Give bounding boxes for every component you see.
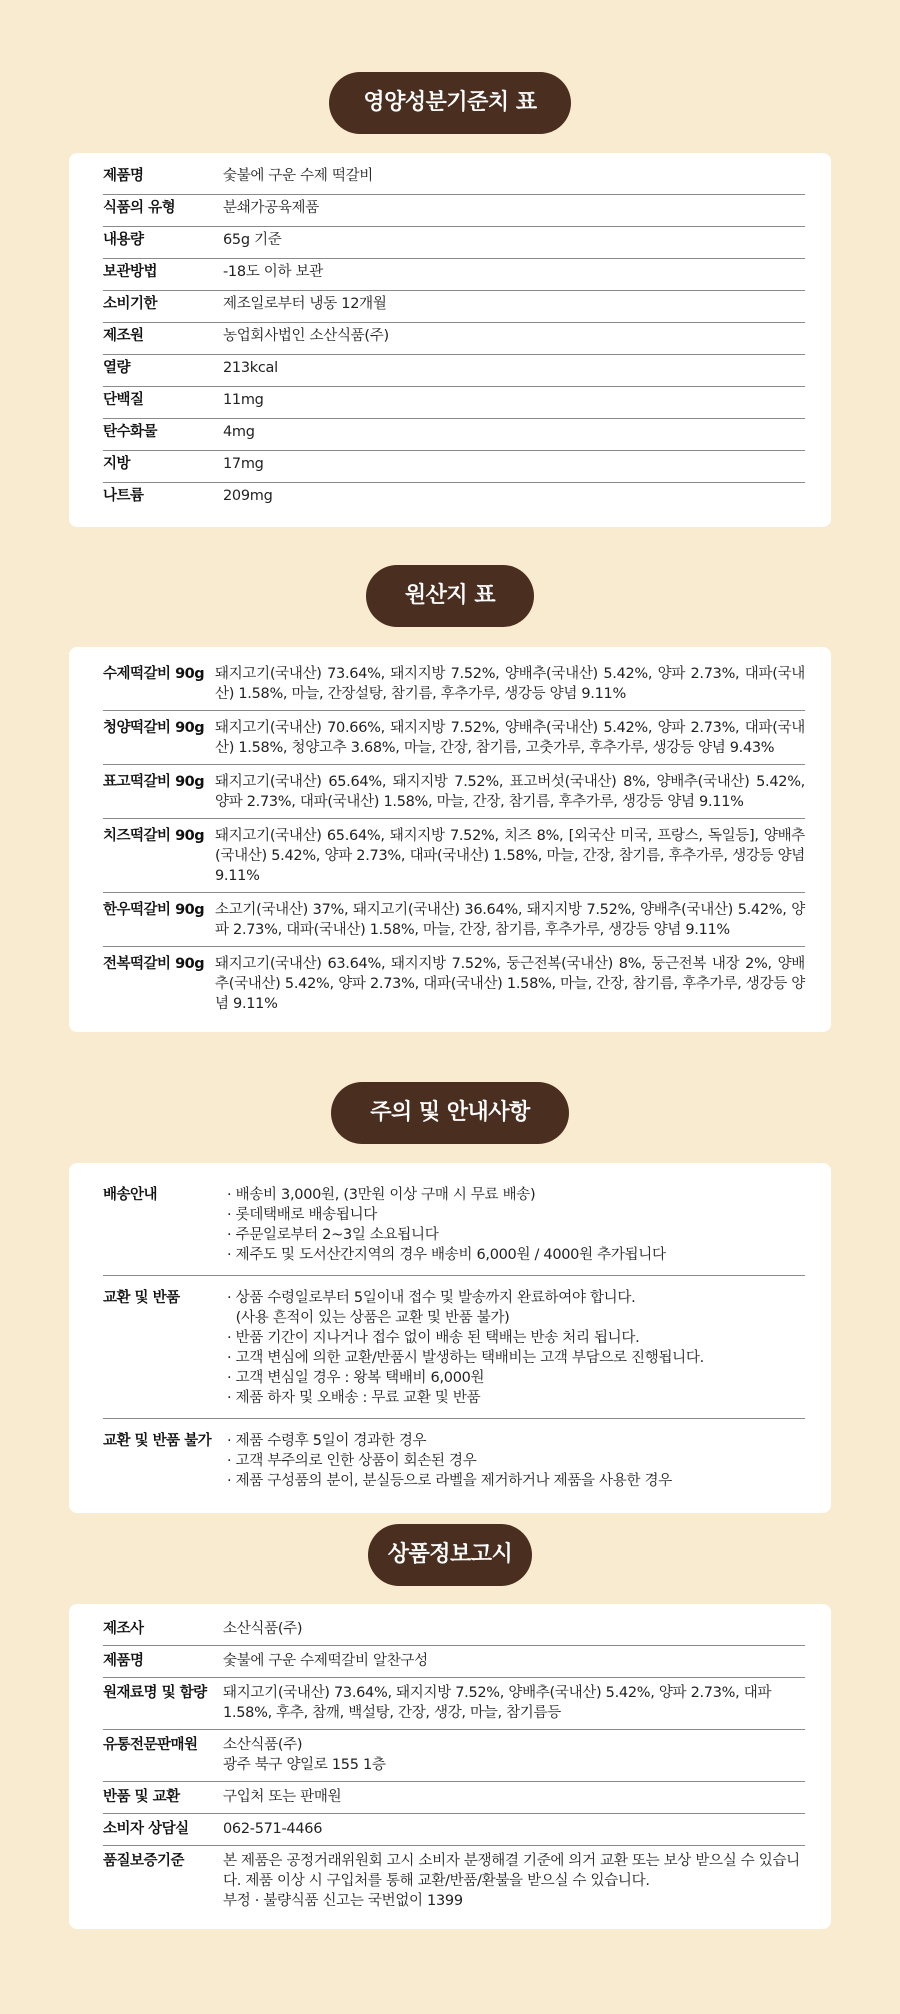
info-row-line: 구입처 또는 판매원 <box>223 1789 342 1805</box>
info-row-line: 소산식품(주) <box>223 1621 303 1637</box>
info-row-line: 부정 · 불량식품 신고는 국번없이 1399 <box>223 1893 463 1909</box>
nutrition-row-label: 보관방법 <box>103 264 158 280</box>
notice-row-line: · 반품 기간이 지나거나 접수 없이 배송 된 택배는 반송 처리 됩니다. <box>227 1330 640 1346</box>
origin-row-value: 돼지고기(국내산) 65.64%, 돼지지방 7.52%, 표고버섯(국내산) 8%, 양배추(국내산) 5.42%, 양파 2.73%, 대파(국내산) 1.58%, 마늘, 간장, 참기름, 후추가루, 생강등 양념 9.11% <box>215 774 805 810</box>
nutrition-row-label: 단백질 <box>103 392 144 408</box>
notice-row <box>103 1419 805 1501</box>
info-row <box>103 1678 805 1730</box>
notice-row-value <box>227 1288 805 1408</box>
nutrition-row-value: 제조일로부터 냉동 12개월 <box>223 296 387 312</box>
info-row-line: 돼지고기(국내산) 73.64%, 돼지지방 7.52%, 양배추(국내산) 5.42%, 양파 2.73%, 대파 1.58%, 후추, 참깨, 백설탕, 간장, 생강, 마늘, 참기름등 <box>223 1685 776 1721</box>
nutrition-row-value: -18도 이하 보관 <box>223 264 323 280</box>
nutrition-row-label: 열량 <box>103 360 131 376</box>
info-row-value <box>223 1851 805 1911</box>
nutrition-row-value: 209mg <box>223 488 273 504</box>
origin-section <box>0 565 900 627</box>
info-row-label: 제조사 <box>103 1621 144 1637</box>
origin-row-value: 돼지고기(국내산) 65.64%, 돼지지방 7.52%, 치즈 8%, [외국산 미국, 프랑스, 독일등], 양배추(국내산) 5.42%, 양파 2.73%, 대파(국내산) 1.58%, 마늘, 간장, 참기름, 후추가루, 생강등 양념 9.11% <box>215 828 805 884</box>
nutrition-table <box>69 153 831 527</box>
origin-row <box>103 893 805 947</box>
origin-title: 원산지 표 <box>366 565 534 627</box>
info-table <box>69 1604 831 1929</box>
nutrition-row-label: 제조원 <box>103 328 144 344</box>
nutrition-row-label: 나트륨 <box>103 488 144 504</box>
nutrition-row-value: 농업회사법인 소산식품(주) <box>223 328 389 344</box>
nutrition-row-label: 지방 <box>103 456 131 472</box>
info-row-label: 유통전문판매원 <box>103 1737 198 1753</box>
origin-row-value: 돼지고기(국내산) 73.64%, 돼지지방 7.52%, 양배추(국내산) 5.42%, 양파 2.73%, 대파(국내산) 1.58%, 마늘, 간장설탕, 참기름, 후추가루, 생강등 양념 9.11% <box>215 666 805 702</box>
nutrition-row <box>103 483 805 515</box>
origin-row-label: 한우떡갈비 90g <box>103 902 205 918</box>
info-row-label: 반품 및 교환 <box>103 1789 180 1805</box>
nutrition-row-label: 식품의 유형 <box>103 200 176 216</box>
nutrition-row <box>103 355 805 387</box>
info-row <box>103 1730 805 1782</box>
info-section <box>0 1524 900 1586</box>
info-row-value <box>223 1651 805 1671</box>
info-row <box>103 1614 805 1646</box>
nutrition-row <box>103 291 805 323</box>
info-row-label: 원재료명 및 함량 <box>103 1685 207 1701</box>
info-title: 상품정보고시 <box>368 1524 532 1586</box>
info-row-line: 광주 북구 양일로 155 1층 <box>223 1757 386 1773</box>
origin-row-label: 전복떡갈비 90g <box>103 956 205 972</box>
nutrition-row-label: 내용량 <box>103 232 144 248</box>
notice-row-label: 교환 및 반품 <box>103 1290 180 1306</box>
nutrition-row-label: 소비기한 <box>103 296 158 312</box>
nutrition-row <box>103 419 805 451</box>
nutrition-title: 영양성분기준치 표 <box>329 72 571 134</box>
nutrition-row-value: 213kcal <box>223 360 278 376</box>
nutrition-row <box>103 387 805 419</box>
origin-row-value: 돼지고기(국내산) 63.64%, 돼지지방 7.52%, 둥근전복(국내산) 8%, 둥근전복 내장 2%, 양배추(국내산) 5.42%, 양파 2.73%, 대파(국내산) 1.58%, 마늘, 간장, 참기름, 후추가루, 생강등 양념 9.11% <box>215 956 805 1012</box>
info-row <box>103 1814 805 1846</box>
info-row-label: 제품명 <box>103 1653 144 1669</box>
notice-row-line: · 상품 수령일로부터 5일이내 접수 및 발송까지 완료하여야 합니다. <box>227 1290 636 1306</box>
nutrition-row <box>103 323 805 355</box>
notice-row <box>103 1173 805 1276</box>
nutrition-row-label: 탄수화물 <box>103 424 158 440</box>
nutrition-row-value: 17mg <box>223 456 264 472</box>
notice-row-label: 교환 및 반품 불가 <box>103 1433 212 1449</box>
nutrition-section <box>0 72 900 134</box>
notice-section <box>0 1082 900 1144</box>
info-row-value <box>223 1619 805 1639</box>
info-row-value <box>223 1683 805 1723</box>
info-row <box>103 1646 805 1678</box>
origin-row-label: 표고떡갈비 90g <box>103 774 205 790</box>
nutrition-row-value: 11mg <box>223 392 264 408</box>
notice-row <box>103 1276 805 1419</box>
notice-row-line: · 고객 변심에 의한 교환/반품시 발생하는 택배비는 고객 부담으로 진행됩니다. <box>227 1350 704 1366</box>
origin-row <box>103 765 805 819</box>
info-row-line: 본 제품은 공정거래위원회 고시 소비자 분쟁해결 기준에 의거 교환 또는 보상 받으실 수 있습니다. 제품 이상 시 구입처를 통해 교환/반품/환불을 받으실 수 있습니다. <box>223 1853 800 1889</box>
notice-row-line: · 고객 부주의로 인한 상품이 회손된 경우 <box>227 1453 477 1469</box>
origin-row-label: 청양떡갈비 90g <box>103 720 205 736</box>
nutrition-row-value: 분쇄가공육제품 <box>223 200 319 216</box>
origin-row <box>103 657 805 711</box>
info-row-line: 062-571-4466 <box>223 1821 323 1837</box>
info-row-value <box>223 1819 805 1839</box>
origin-row-label: 치즈떡갈비 90g <box>103 828 205 844</box>
notice-row-line: · 배송비 3,000원, (3만원 이상 구매 시 무료 배송) <box>227 1187 536 1203</box>
origin-row-value: 소고기(국내산) 37%, 돼지고기(국내산) 36.64%, 돼지지방 7.52%, 양배추(국내산) 5.42%, 양파 2.73%, 대파(국내산) 1.58%, 마늘, 간장, 참기름, 후추가루, 생강등 양념 9.11% <box>215 902 805 938</box>
nutrition-row <box>103 451 805 483</box>
notice-row-line: · 제품 수령후 5일이 경과한 경우 <box>227 1433 427 1449</box>
notice-row-line: · 고객 변심일 경우 : 왕복 택배비 6,000원 <box>227 1370 485 1386</box>
origin-row <box>103 819 805 893</box>
info-row-line: 숯불에 구운 수제떡갈비 알찬구성 <box>223 1653 428 1669</box>
notice-row-line: · 롯데택배로 배송됩니다 <box>227 1207 377 1223</box>
notice-table <box>69 1163 831 1513</box>
info-row-value <box>223 1735 805 1775</box>
info-row-label: 품질보증기준 <box>103 1853 185 1869</box>
origin-row-value: 돼지고기(국내산) 70.66%, 돼지지방 7.52%, 양배추(국내산) 5.42%, 양파 2.73%, 대파(국내산) 1.58%, 청양고추 3.68%, 마늘, 간장, 참기름, 고춧가루, 후추가루, 생강등 양념 9.43% <box>215 720 805 756</box>
notice-row-value <box>227 1185 805 1265</box>
notice-row-line: · 제품 구성품의 분이, 분실등으로 라벨을 제거하거나 제품을 사용한 경우 <box>227 1473 672 1489</box>
info-row <box>103 1782 805 1814</box>
notice-row-label: 배송안내 <box>103 1187 158 1203</box>
nutrition-row-value: 숯불에 구운 수제 떡갈비 <box>223 168 373 184</box>
notice-row-line: · 주문일로부터 2~3일 소요됩니다 <box>227 1227 439 1243</box>
nutrition-row-value: 65g 기준 <box>223 232 282 248</box>
info-row <box>103 1846 805 1917</box>
notice-title: 주의 및 안내사항 <box>331 1082 569 1144</box>
origin-row-label: 수제떡갈비 90g <box>103 666 205 682</box>
nutrition-row <box>103 163 805 195</box>
info-row-line: 소산식품(주) <box>223 1737 303 1753</box>
nutrition-row <box>103 259 805 291</box>
info-row-value <box>223 1787 805 1807</box>
origin-row <box>103 711 805 765</box>
notice-row-line: · 제주도 및 도서산간지역의 경우 배송비 6,000원 / 4000원 추가됩니다 <box>227 1247 666 1263</box>
origin-table <box>69 647 831 1032</box>
origin-row <box>103 947 805 1020</box>
notice-row-value <box>227 1431 805 1491</box>
nutrition-row <box>103 227 805 259</box>
info-row-label: 소비자 상담실 <box>103 1821 189 1837</box>
nutrition-row-value: 4mg <box>223 424 255 440</box>
notice-row-line: (사용 흔적이 있는 상품은 교환 및 반품 불가) <box>227 1310 510 1326</box>
nutrition-row-label: 제품명 <box>103 168 144 184</box>
nutrition-row <box>103 195 805 227</box>
notice-row-line: · 제품 하자 및 오배송 : 무료 교환 및 반품 <box>227 1390 481 1406</box>
